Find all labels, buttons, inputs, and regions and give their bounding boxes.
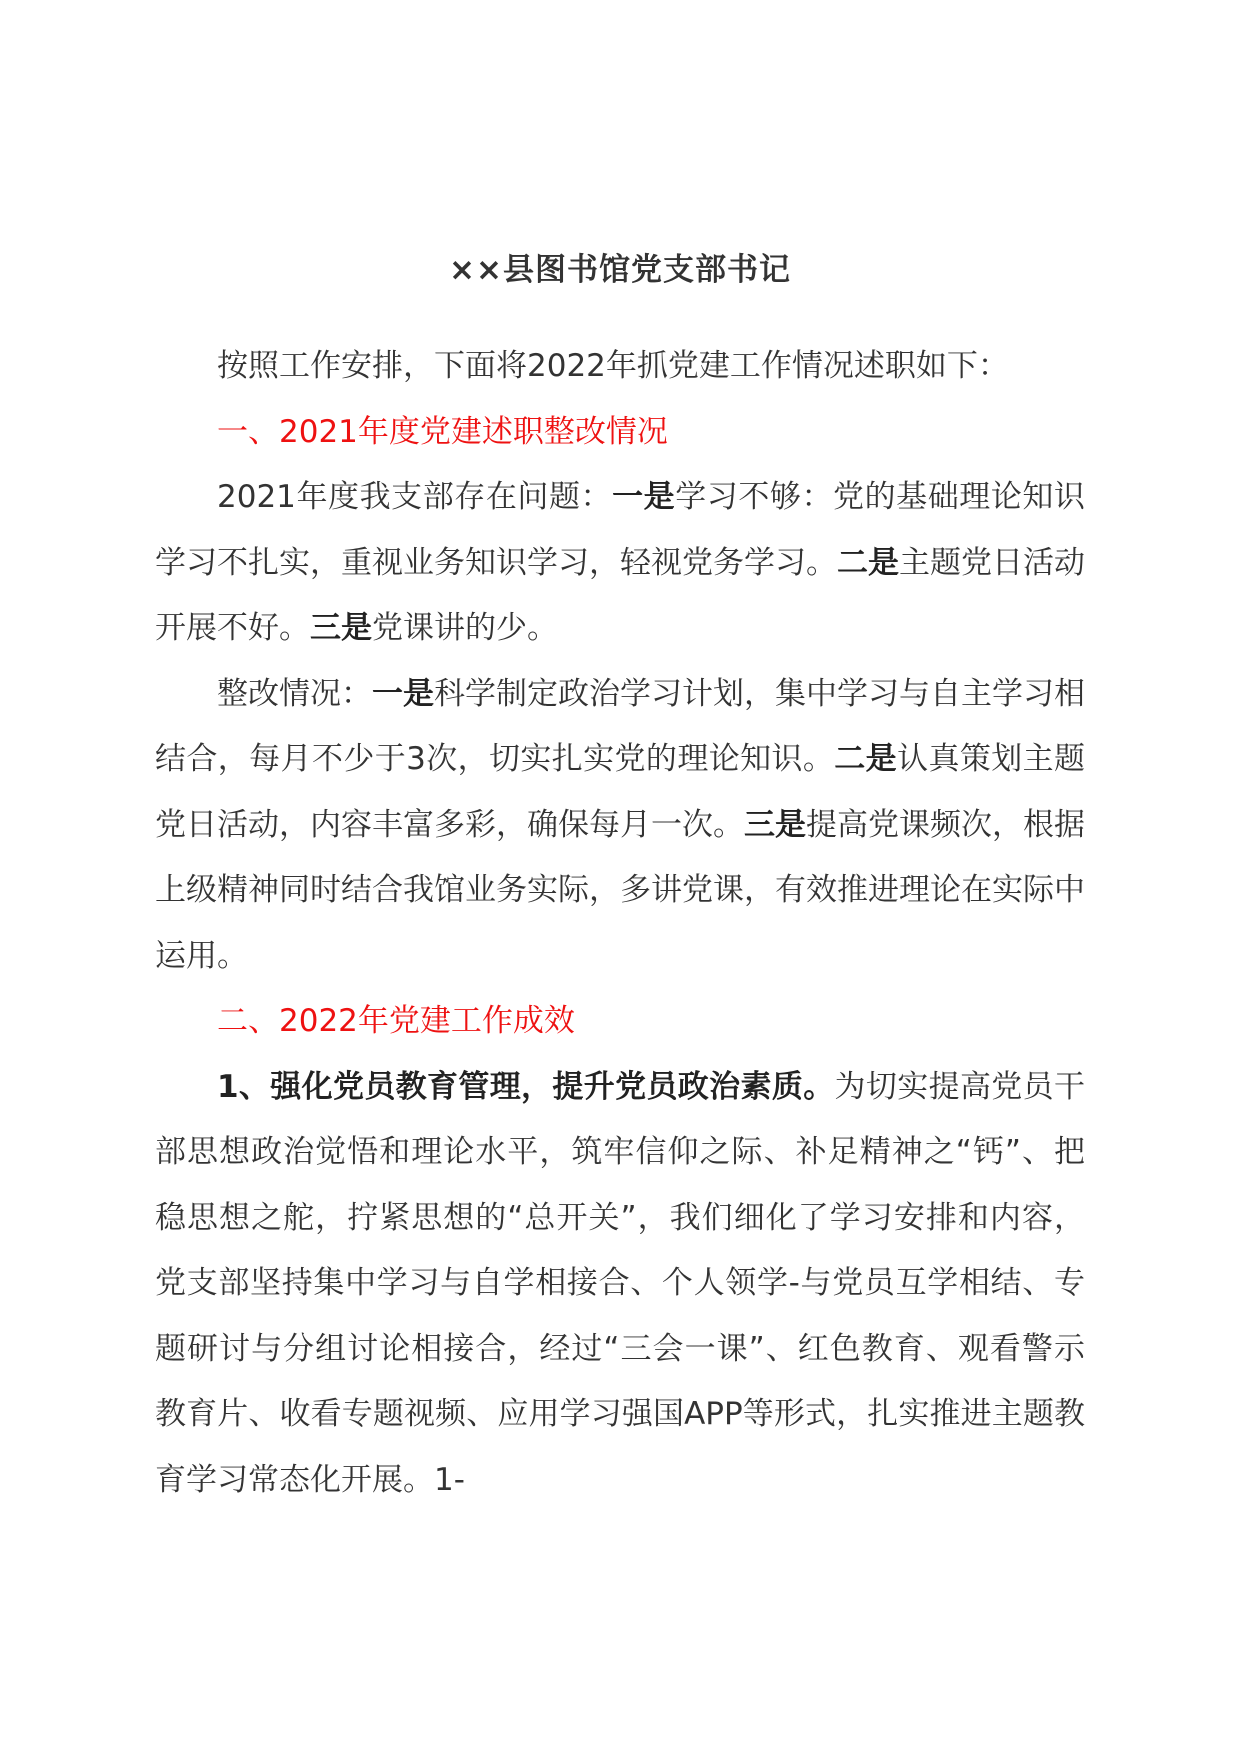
rectification-text-2: 认真策划主题党日活动，内容丰富多彩，确保每月一次。 [155,741,1086,843]
problem-text-3: 党课讲的少。 [372,610,558,646]
rectification-paragraph [155,662,1085,990]
document-body [155,334,1085,1513]
rectification-text-1: 科学制定政治学习计划，集中学习与自主学习相结合，每月不少于3次，切实扎实党的理论知识。 [155,675,1085,777]
section-heading-2: 二、2022年党建工作成效 [217,1003,575,1039]
achievement-bold-lead: 1、强化党员教育管理，提升党员政治素质。 [217,1068,835,1105]
bold-marker-2: 二是 [837,544,899,581]
bold-marker-1: 一是 [612,479,676,515]
bold-marker-6: 三是 [744,806,806,843]
bold-marker-4: 一是 [372,675,434,712]
achievement-text: 为切实提高党员干部思想政治觉悟和理论水平，筑牢信仰之际、补足精神之“钙”、把稳思想之舵，拧紧思想的“总开关”，我们细化了学习安排和内容，党支部坚持集中学习与自学相接合、个人领学-与党员互学相结、专题研讨与分组讨论相接合，经过“三会一课”、红色教育、观看警示教育片、收看专题视频、应用学习强国APP等形式，扎实推进主题教育学习常态化开展。1- [155,1068,1085,1498]
intro-paragraph: 按照工作安排，下面将2022年抓党建工作情况述职如下： [217,348,1009,384]
bold-marker-5: 二是 [834,741,898,777]
achievement-paragraph-1 [155,1055,1085,1514]
rectification-text-3: 提高党课频次，根据上级精神同时结合我馆业务实际，多讲党课，有效推进理论在实际中运用。 [155,806,1085,974]
bold-marker-3: 三是 [310,610,372,646]
rectification-lead: 整改情况： [217,675,372,712]
problems-lead: 2021年度我支部存在问题： [217,479,613,515]
problem-text-2: 主题党日活动开展不好。 [155,544,1085,646]
section-heading-1: 一、2021年度党建述职整改情况 [217,413,668,450]
problems-paragraph [155,465,1085,662]
document-title: ××县图书馆党支部书记 [449,252,791,288]
problem-text-1: 学习不够：党的基础理论知识学习不扎实，重视业务知识学习，轻视党务学习。 [155,479,1085,581]
